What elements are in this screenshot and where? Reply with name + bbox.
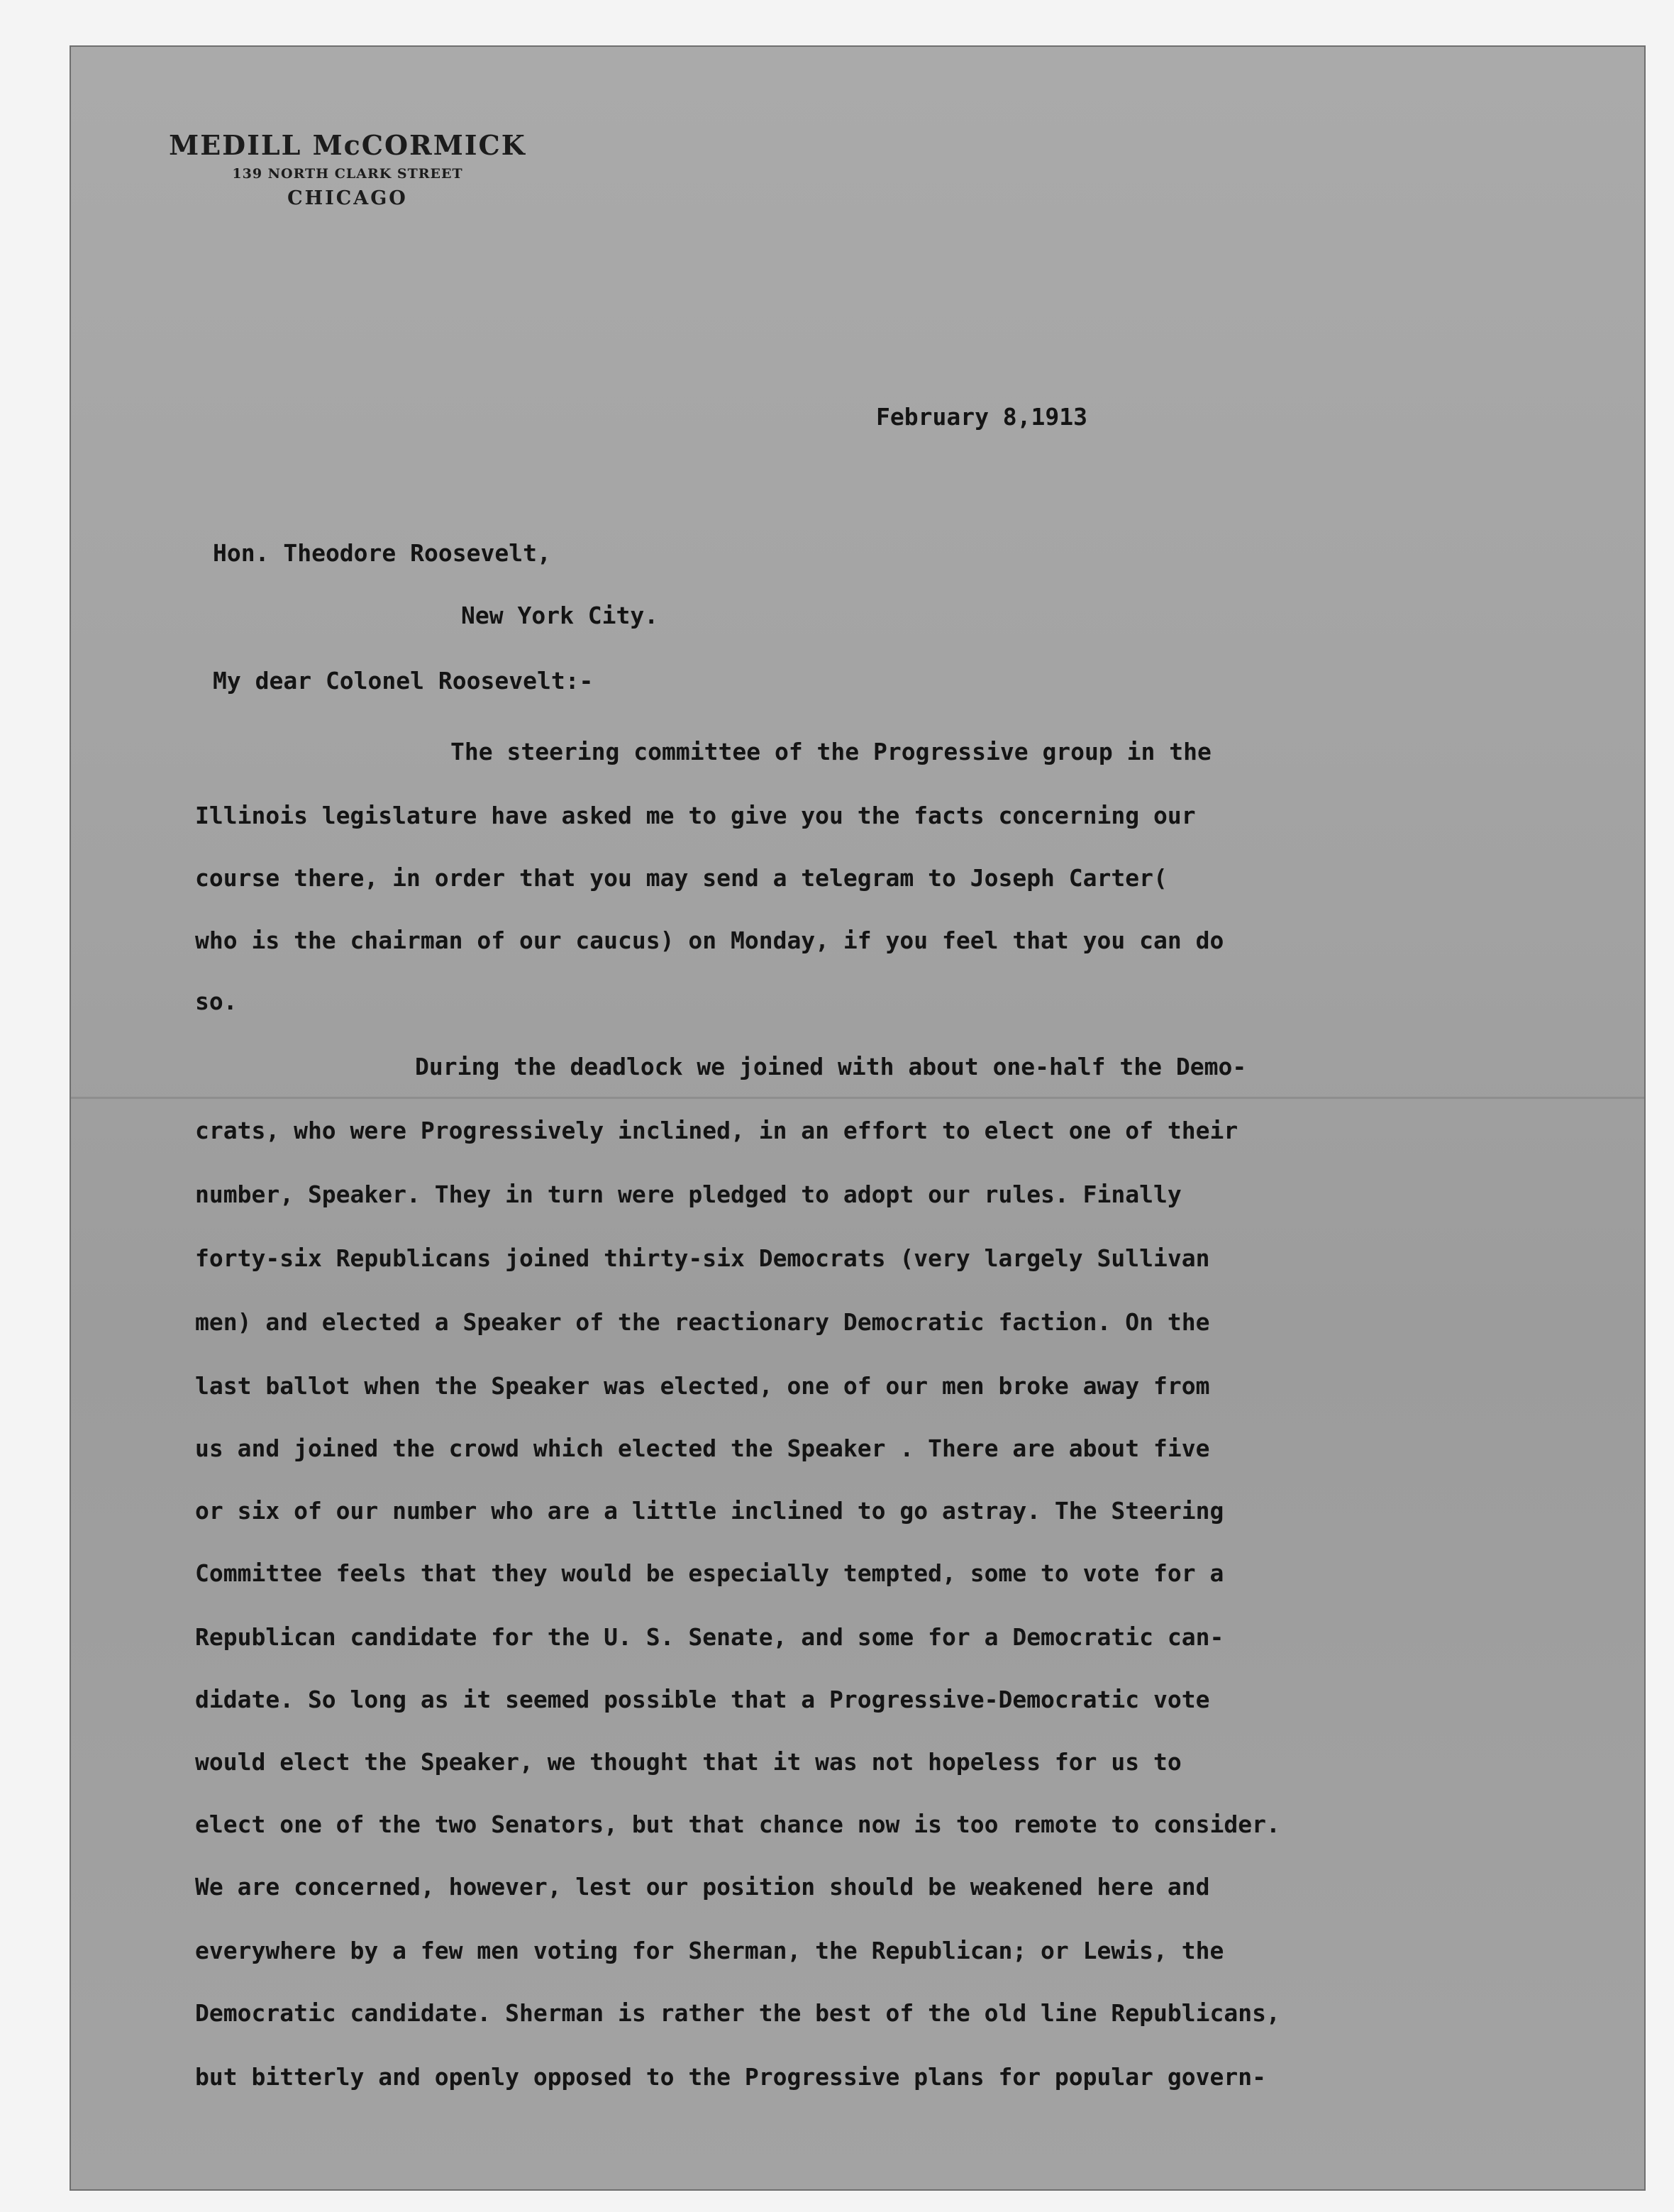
body-line: would elect the Speaker, we thought that it was not hopeless for us to bbox=[195, 1748, 1182, 1776]
body-line: or six of our number who are a little inclined to go astray. The Steering bbox=[195, 1497, 1224, 1525]
body-line: elect one of the two Senators, but that chance now is too remote to consider. bbox=[195, 1810, 1280, 1838]
body-line: crats, who were Progressively inclined, in an effort to elect one of their bbox=[195, 1117, 1238, 1144]
body-line: Republican candidate for the U. S. Senate, and some for a Democratic can- bbox=[195, 1623, 1224, 1651]
letter-address-city: New York City. bbox=[461, 602, 659, 629]
letter-salutation: My dear Colonel Roosevelt:- bbox=[213, 667, 594, 695]
body-line: so. bbox=[195, 988, 238, 1015]
body-line: men) and elected a Speaker of the reactionary Democratic faction. On the bbox=[195, 1308, 1210, 1336]
letterhead-name: MEDILL McCORMICK bbox=[169, 129, 526, 161]
body-line: number, Speaker. They in turn were pledged to adopt our rules. Finally bbox=[195, 1180, 1182, 1208]
letter-addressee: Hon. Theodore Roosevelt, bbox=[213, 539, 551, 567]
body-line: last ballot when the Speaker was elected, one of our men broke away from bbox=[195, 1372, 1210, 1400]
body-line: everywhere by a few men voting for Sherman, the Republican; or Lewis, the bbox=[195, 1937, 1224, 1964]
body-line: course there, in order that you may send a telegram to Joseph Carter( bbox=[195, 864, 1168, 892]
body-line: We are concerned, however, lest our position should be weakened here and bbox=[195, 1873, 1210, 1901]
body-line: us and joined the crowd which elected the Speaker . There are about five bbox=[195, 1434, 1210, 1462]
body-line: During the deadlock we joined with about one-half the Demo- bbox=[415, 1053, 1247, 1080]
letterhead bbox=[128, 128, 567, 213]
body-line: forty-six Republicans joined thirty-six Democrats (very largely Sullivan bbox=[195, 1244, 1210, 1272]
body-line: didate. So long as it seemed possible that a Progressive-Democratic vote bbox=[195, 1686, 1210, 1713]
body-line: but bitterly and openly opposed to the Progressive plans for popular govern- bbox=[195, 2063, 1266, 2091]
body-line: who is the chairman of our caucus) on Monday, if you feel that you can do bbox=[195, 927, 1224, 954]
letter-date: February 8,1913 bbox=[876, 403, 1088, 431]
body-line: Illinois legislature have asked me to give you the facts concerning our bbox=[195, 802, 1196, 829]
paper-fold-line bbox=[71, 1097, 1644, 1099]
letterhead-city: CHICAGO bbox=[287, 187, 408, 209]
body-line: The steering committee of the Progressive group in the bbox=[450, 738, 1212, 765]
letterhead-street: 139 NORTH CLARK STREET bbox=[232, 166, 463, 182]
body-line: Democratic candidate. Sherman is rather the best of the old line Republicans, bbox=[195, 1999, 1280, 2027]
body-line: Committee feels that they would be especially tempted, some to vote for a bbox=[195, 1559, 1224, 1587]
